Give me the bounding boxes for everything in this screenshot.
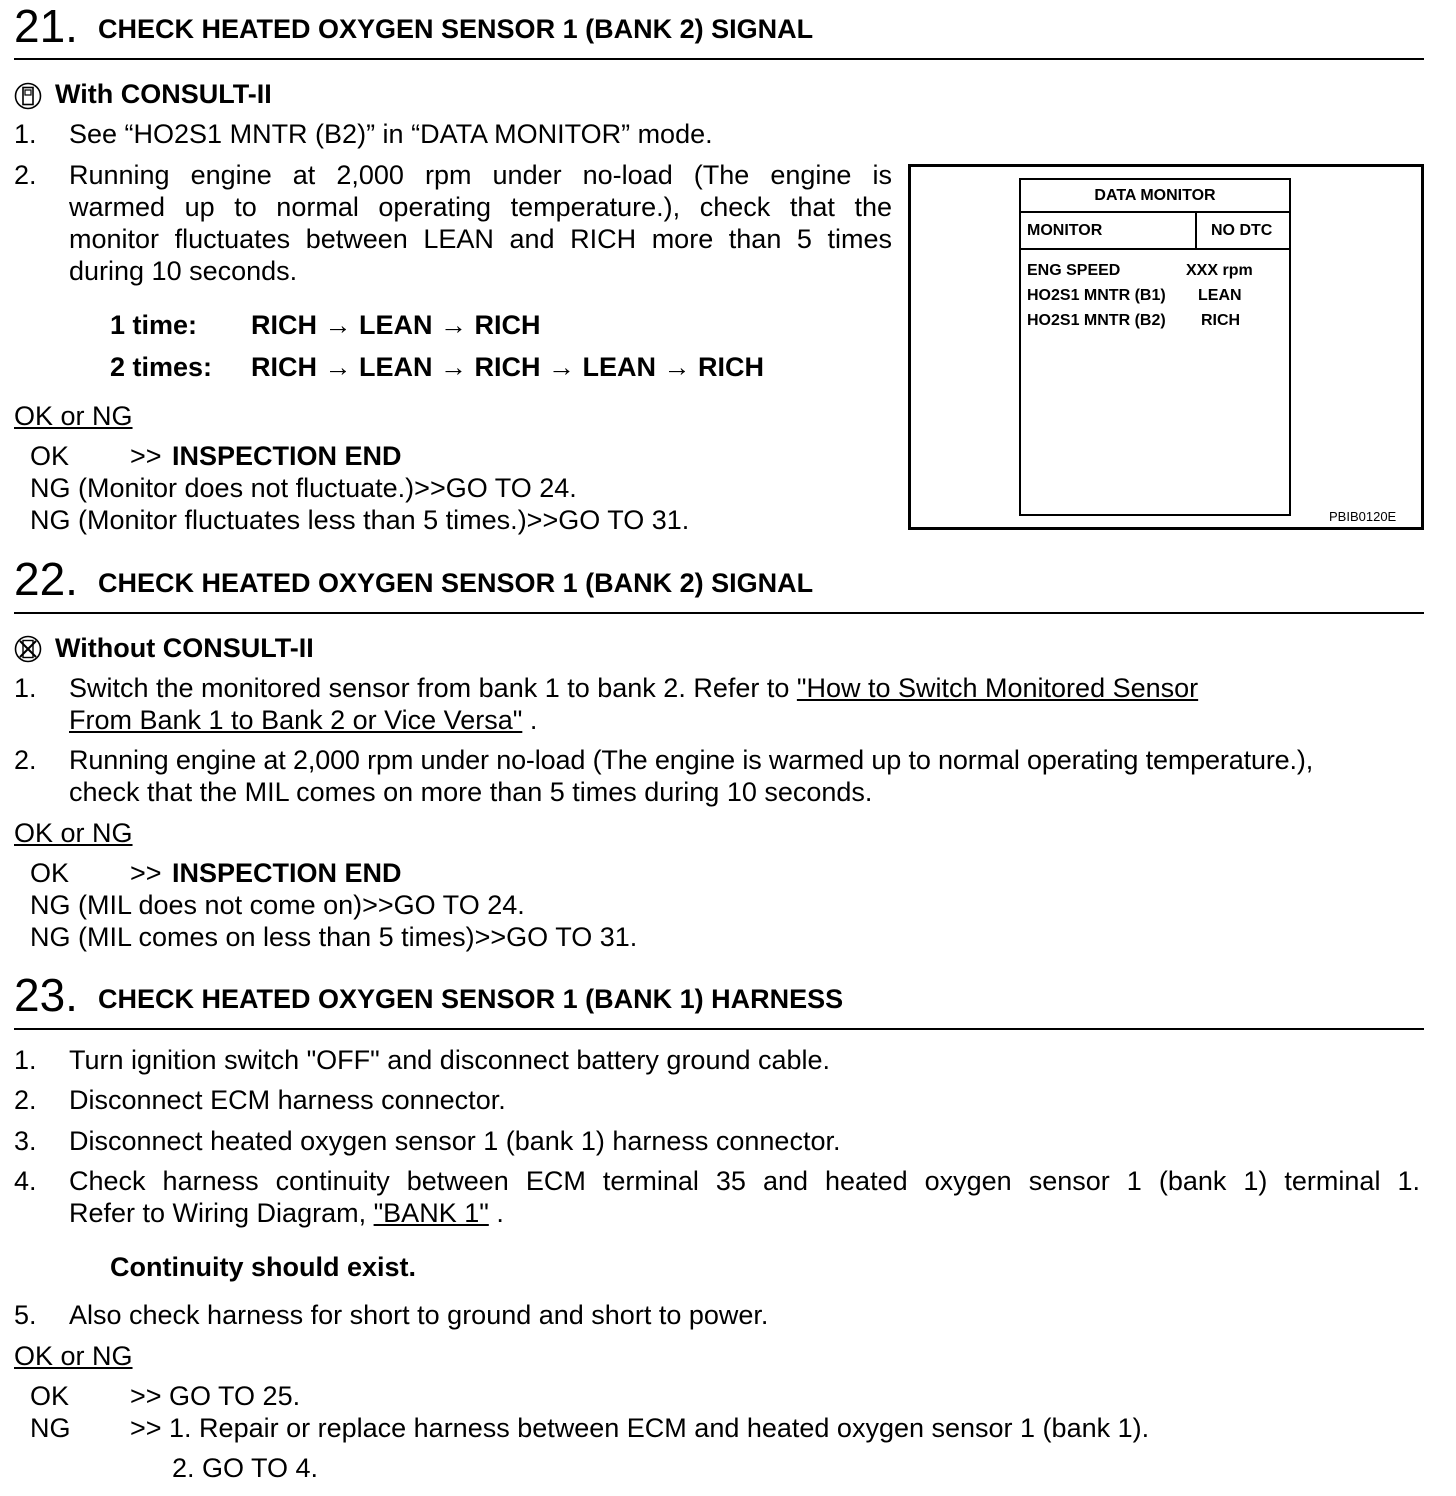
- step-text: See “HO2S1 MNTR (B2)” in “DATA MONITOR” mode.: [69, 119, 713, 149]
- monitor-item-value: RICH: [1201, 312, 1241, 329]
- monitor-item-label: ENG SPEED: [1027, 262, 1121, 279]
- step-text-part: Switch the monitored sensor from bank 1 to bank 2. Refer to: [69, 673, 797, 703]
- step-text: Disconnect heated oxygen sensor 1 (bank 1) harness connector.: [69, 1126, 841, 1156]
- monitor-item-value: LEAN: [1198, 287, 1242, 304]
- monitor-item-label: HO2S1 MNTR (B1): [1027, 287, 1166, 304]
- step-text: warmed up to normal operating temperature.), check that the: [69, 192, 892, 222]
- spec-label: 2 times:: [110, 352, 213, 382]
- spec-value: RICH → LEAN → RICH: [251, 310, 541, 340]
- step-number: 1.: [14, 673, 37, 703]
- result-ok-label: OK: [30, 1381, 70, 1411]
- step-text: Also check harness for short to ground and short to power.: [69, 1300, 769, 1330]
- section-title: CHECK HEATED OXYGEN SENSOR 1 (BANK 1) HARNESS: [98, 984, 844, 1014]
- step-text: [69, 1197, 504, 1229]
- how-to-switch-link[interactable]: "How to Switch Monitored Sensor: [796, 673, 1199, 703]
- monitor-column-label: NO DTC: [1211, 222, 1273, 239]
- step-text: [69, 704, 537, 736]
- step-number: 2.: [14, 745, 37, 775]
- result-ok-label: OK: [30, 858, 70, 888]
- step-text: check that the MIL comes on more than 5 times during 10 seconds.: [69, 777, 873, 807]
- with-consult-heading: With CONSULT-II: [55, 79, 272, 109]
- result-ng: NG (Monitor fluctuates less than 5 times.)>>GO TO 31.: [30, 505, 690, 535]
- step-text-part: .: [522, 705, 538, 735]
- divider: [1021, 211, 1289, 213]
- spec-text: Continuity should exist.: [110, 1252, 417, 1282]
- result-ng-value: 2. GO TO 4.: [172, 1453, 319, 1483]
- without-consult-heading: Without CONSULT-II: [55, 633, 314, 663]
- spec-value: RICH → LEAN → RICH → LEAN → RICH: [251, 352, 764, 382]
- monitor-item-value: XXX rpm: [1186, 262, 1253, 279]
- result-ng-label: NG: [30, 1413, 71, 1443]
- result-ng-value: >> 1. Repair or replace harness between ECM and heated oxygen sensor 1 (bank 1).: [130, 1413, 1150, 1443]
- step-number: 1.: [14, 1045, 37, 1075]
- step-number: 4.: [14, 1166, 37, 1196]
- result-ng: NG (MIL comes on less than 5 times)>>GO TO 31.: [30, 922, 638, 952]
- spec-label: 1 time:: [110, 310, 198, 340]
- ok-or-ng-heading: OK or NG: [14, 401, 133, 431]
- step-text: Disconnect ECM harness connector.: [69, 1085, 506, 1115]
- result-ng: NG (MIL does not come on)>>GO TO 24.: [30, 890, 525, 920]
- monitor-item-label: HO2S1 MNTR (B2): [1027, 312, 1166, 329]
- consult-tool-icon: [14, 82, 42, 110]
- data-monitor-figure: [908, 164, 1424, 530]
- step-text: monitor fluctuates between LEAN and RICH more than 5 times: [69, 224, 892, 254]
- ok-or-ng-heading: OK or NG: [14, 818, 133, 848]
- ok-or-ng-heading: OK or NG: [14, 1341, 133, 1371]
- result-ok-label: OK: [30, 441, 70, 471]
- result-ok-value: INSPECTION END: [172, 858, 402, 888]
- bank-1-link[interactable]: "BANK 1": [373, 1198, 489, 1228]
- section-title: CHECK HEATED OXYGEN SENSOR 1 (BANK 2) SIGNAL: [98, 568, 814, 598]
- section-title: CHECK HEATED OXYGEN SENSOR 1 (BANK 2) SIGNAL: [98, 14, 814, 44]
- step-text: [69, 672, 1198, 704]
- step-text-part: Refer to Wiring Diagram,: [69, 1198, 374, 1228]
- step-text: Running engine at 2,000 rpm under no-load (The engine is warmed up to normal operating temperature.),: [69, 745, 1314, 775]
- how-to-switch-link[interactable]: From Bank 1 to Bank 2 or Vice Versa": [69, 705, 523, 735]
- divider: [14, 612, 1424, 614]
- result-ok-value: INSPECTION END: [172, 441, 402, 471]
- monitor-column-label: MONITOR: [1027, 222, 1103, 239]
- divider: [14, 58, 1424, 60]
- step-text-part: .: [488, 1198, 504, 1228]
- divider: [14, 1028, 1424, 1030]
- step-number: 1.: [14, 119, 37, 149]
- step-text: Check harness continuity between ECM terminal 35 and heated oxygen sensor 1 (bank 1) terminal 1.: [69, 1166, 1420, 1196]
- step-text: during 10 seconds.: [69, 256, 298, 286]
- divider: [1195, 213, 1197, 248]
- step-number: 3.: [14, 1126, 37, 1156]
- section-number: 22.: [14, 553, 78, 605]
- result-arrow: >>: [130, 858, 162, 888]
- step-number: 5.: [14, 1300, 37, 1330]
- divider: [1021, 248, 1289, 250]
- section-number: 21.: [14, 0, 78, 52]
- section-number: 23.: [14, 969, 78, 1021]
- result-arrow: >>: [130, 441, 162, 471]
- step-number: 2.: [14, 1085, 37, 1115]
- step-text: Running engine at 2,000 rpm under no-load (The engine is: [69, 160, 892, 190]
- step-text: Turn ignition switch "OFF" and disconnect battery ground cable.: [69, 1045, 831, 1075]
- result-ng: NG (Monitor does not fluctuate.)>>GO TO 24.: [30, 473, 577, 503]
- monitor-screen: [1019, 178, 1291, 516]
- figure-code: PBIB0120E: [1329, 509, 1397, 524]
- step-number: 2.: [14, 160, 37, 190]
- result-ok-value: >> GO TO 25.: [130, 1381, 301, 1411]
- no-tools-icon: [14, 635, 42, 663]
- monitor-title: DATA MONITOR: [1094, 187, 1216, 204]
